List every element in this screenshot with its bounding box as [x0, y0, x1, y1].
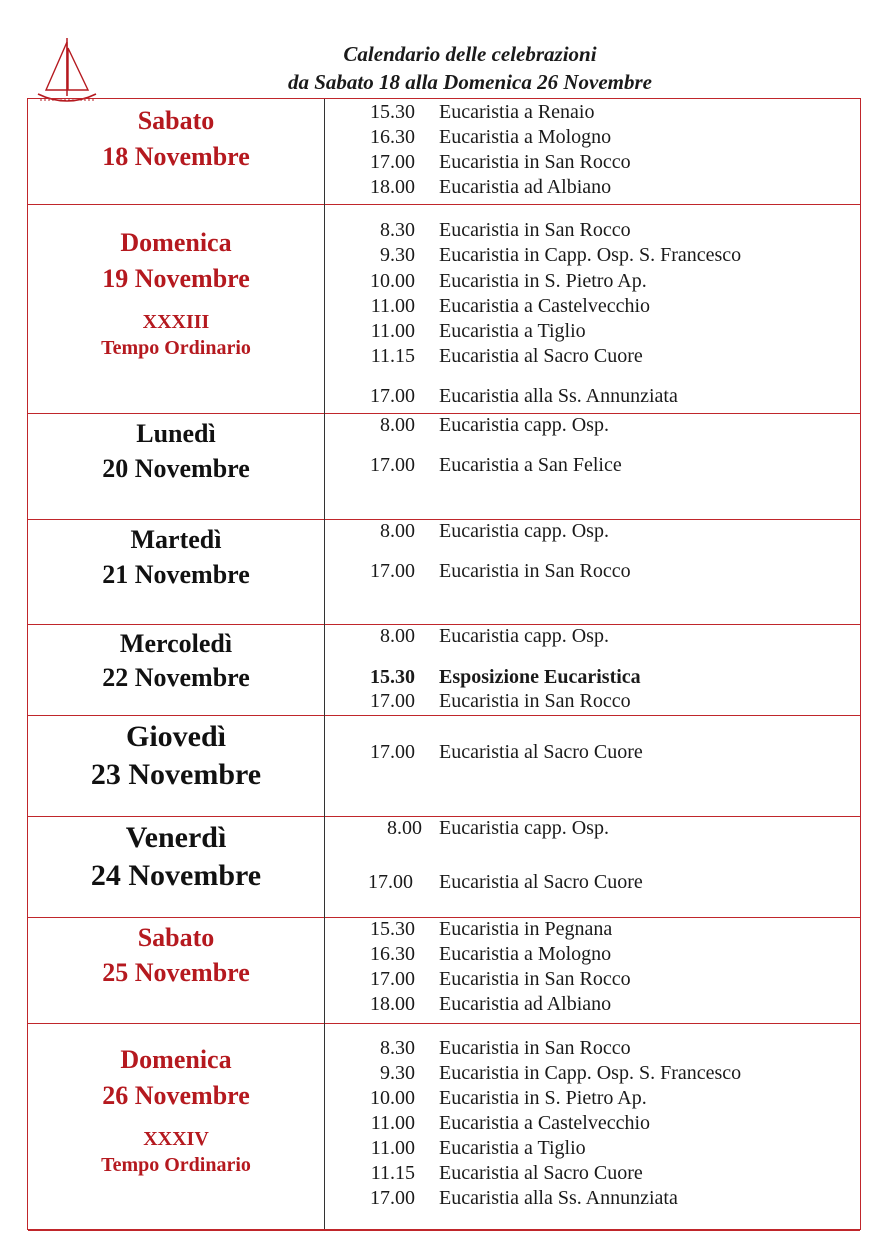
day-date: 23 Novembre: [90, 758, 262, 791]
event-desc: Eucaristia in Capp. Osp. S. Francesco: [439, 1062, 742, 1084]
event-time: 17.00: [370, 560, 415, 582]
event-time: 17.00: [368, 871, 413, 893]
event-time: 17.00: [370, 741, 415, 763]
event-desc: Eucaristia in S. Pietro Ap.: [439, 1087, 647, 1109]
event-desc: Eucaristia a Tiglio: [439, 1137, 586, 1159]
calendar-row: [28, 1024, 860, 1231]
day-weekday: Lunedì: [136, 419, 216, 448]
day-date: 18 Novembre: [102, 142, 250, 171]
day-date: 24 Novembre: [90, 859, 262, 892]
event-desc: Eucaristia in Capp. Osp. S. Francesco: [439, 244, 742, 266]
calendar-row: [28, 205, 860, 414]
event-time: 11.00: [370, 320, 415, 342]
event-desc: Eucaristia a Mologno: [439, 126, 612, 148]
event-time: 9.30: [380, 244, 415, 266]
calendar-row: [28, 918, 860, 1024]
column-divider: [324, 99, 325, 1229]
day-cell: [28, 103, 324, 175]
liturgical-week: XXXIII: [142, 311, 210, 333]
event-time: 8.00: [380, 625, 415, 647]
event-time: 17.00: [370, 151, 415, 173]
calendar-row: [28, 414, 860, 520]
day-weekday: Venerdì: [125, 821, 227, 854]
event-desc: Eucaristia capp. Osp.: [439, 414, 609, 436]
event-time: 8.00: [387, 817, 422, 839]
event-time: 8.00: [380, 414, 415, 436]
event-time: 11.15: [370, 345, 415, 367]
event-desc: Eucaristia capp. Osp.: [439, 625, 609, 647]
event-desc: Eucaristia in Pegnana: [439, 918, 613, 940]
day-weekday: Martedì: [130, 525, 222, 554]
event-time: 8.00: [380, 520, 415, 542]
event-time: 17.00: [370, 968, 415, 990]
event-desc: Eucaristia capp. Osp.: [439, 520, 609, 542]
event-desc: Eucaristia a Mologno: [439, 943, 612, 965]
event-time: 8.30: [380, 1037, 415, 1059]
event-desc: Esposizione Eucaristica: [439, 666, 641, 688]
day-date: 20 Novembre: [102, 454, 250, 483]
event-time: 18.00: [370, 176, 415, 198]
event-desc: Eucaristia a Tiglio: [439, 320, 586, 342]
event-time: 11.15: [370, 1162, 415, 1184]
event-time: 11.00: [370, 1112, 415, 1134]
event-desc: Eucaristia a Renaio: [439, 101, 595, 123]
event-desc: Eucaristia al Sacro Cuore: [439, 345, 643, 367]
event-desc: Eucaristia in San Rocco: [439, 219, 631, 241]
day-cell: [28, 718, 324, 794]
event-desc: Eucaristia ad Albiano: [439, 176, 612, 198]
event-desc: Eucaristia in San Rocco: [439, 151, 631, 173]
calendar-row: [28, 625, 860, 716]
day-cell: [28, 819, 324, 895]
event-desc: Eucaristia a Castelvecchio: [439, 295, 651, 317]
event-time: 10.00: [370, 1087, 415, 1109]
event-time: 16.30: [370, 943, 415, 965]
event-desc: Eucaristia alla Ss. Annunziata: [439, 385, 678, 407]
event-desc: Eucaristia a Castelvecchio: [439, 1112, 651, 1134]
event-time: 11.00: [370, 295, 415, 317]
event-time: 17.00: [370, 454, 415, 476]
day-date: 22 Novembre: [102, 663, 250, 692]
day-cell: [28, 522, 324, 592]
calendar-row: [28, 99, 860, 205]
day-date: 25 Novembre: [102, 958, 250, 987]
day-date: 21 Novembre: [102, 560, 250, 589]
day-cell: [28, 416, 324, 486]
event-desc: Eucaristia al Sacro Cuore: [439, 741, 643, 763]
day-weekday: Giovedì: [125, 720, 226, 753]
event-time: 17.00: [370, 1187, 415, 1209]
calendar-row: [28, 520, 860, 625]
event-time: 17.00: [370, 690, 415, 712]
event-desc: Eucaristia in San Rocco: [439, 560, 631, 582]
event-desc: Eucaristia in S. Pietro Ap.: [439, 270, 647, 292]
event-desc: Eucaristia al Sacro Cuore: [439, 1162, 643, 1184]
day-date: 26 Novembre: [102, 1081, 250, 1110]
liturgical-season: Tempo Ordinario: [101, 1154, 251, 1176]
title-line-2: da Sabato 18 alla Domenica 26 Novembre: [288, 70, 652, 94]
calendar-row: [28, 716, 860, 817]
event-desc: Eucaristia in San Rocco: [439, 968, 631, 990]
event-time: 15.30: [370, 666, 415, 688]
day-weekday: Domenica: [120, 228, 232, 257]
day-cell: [28, 627, 324, 695]
day-cell: [28, 920, 324, 990]
event-desc: Eucaristia alla Ss. Annunziata: [439, 1187, 678, 1209]
event-time: 9.30: [380, 1062, 415, 1084]
title-line-1: Calendario delle celebrazioni: [343, 42, 597, 66]
day-cell: [28, 1042, 324, 1178]
event-line: [325, 101, 860, 125]
day-weekday: Sabato: [137, 106, 215, 135]
event-desc: Eucaristia capp. Osp.: [439, 817, 609, 839]
celebrations-calendar-table: [27, 98, 861, 1230]
page-title: [200, 40, 740, 96]
event-time: 15.30: [370, 101, 415, 123]
event-desc: Eucaristia in San Rocco: [439, 690, 631, 712]
day-date: 19 Novembre: [102, 264, 250, 293]
event-time: 18.00: [370, 993, 415, 1015]
liturgical-week: XXXIV: [143, 1128, 209, 1150]
event-time: 8.30: [380, 219, 415, 241]
day-weekday: Domenica: [120, 1045, 232, 1074]
event-time: 17.00: [370, 385, 415, 407]
event-desc: Eucaristia in San Rocco: [439, 1037, 631, 1059]
liturgical-season: Tempo Ordinario: [101, 337, 251, 359]
event-desc: Eucaristia al Sacro Cuore: [439, 871, 643, 893]
event-time: 15.30: [370, 918, 415, 940]
event-time: 11.00: [370, 1137, 415, 1159]
event-desc: Eucaristia a San Felice: [439, 454, 622, 476]
event-time: 10.00: [370, 270, 415, 292]
day-weekday: Sabato: [137, 923, 215, 952]
event-desc: Eucaristia ad Albiano: [439, 993, 612, 1015]
event-time: 16.30: [370, 126, 415, 148]
day-cell: [28, 225, 324, 361]
calendar-row: [28, 817, 860, 918]
day-weekday: Mercoledì: [119, 629, 233, 658]
